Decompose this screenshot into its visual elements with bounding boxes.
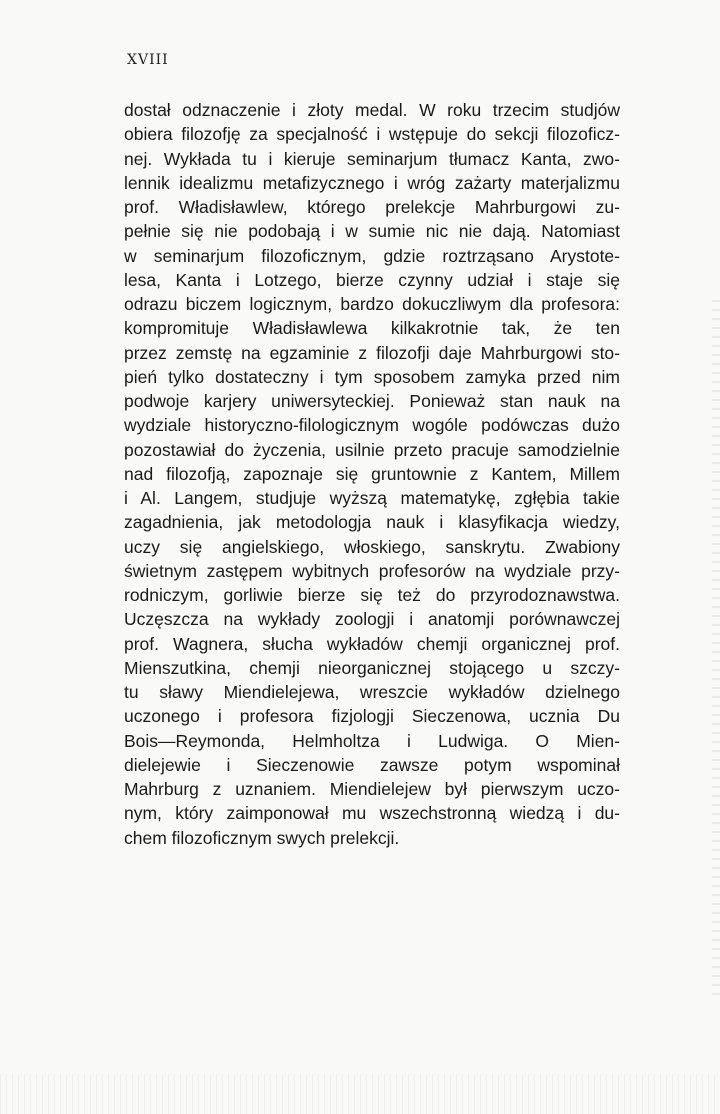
text-line: uczonego i profesora fizjologji Sieczenowa, ucznia Du xyxy=(124,706,620,727)
text-line: wydziale historyczno-filologicznym wogóle podówczas dużo xyxy=(124,415,620,436)
text-line: prof. Wagnera, słucha wykładów chemji organicznej prof. xyxy=(124,633,620,654)
page-number: XVIII xyxy=(127,52,169,68)
text-line: uczy się angielskiego, włoskiego, sanskrytu. Zwabiony xyxy=(124,536,620,557)
text-line: odrazu biczem logicznym, bardzo dokuczliwym dla profesora: xyxy=(124,294,620,314)
text-line: obiera filozofję za specjalność i wstępuje do sekcji filozoficz- xyxy=(124,124,620,145)
text-line: Bois—Reymonda, Helmholtza i Ludwiga. O Mien- xyxy=(124,730,620,751)
text-line: i Al. Langem, studjuje wyższą matematykę, zgłębia takie xyxy=(124,488,620,508)
text-line: rodniczym, gorliwie bierze się też do przyrodoznawstwa. xyxy=(124,585,620,605)
text-line: nej. Wykłada tu i kieruje seminarjum tłumacz Kanta, zwo- xyxy=(124,148,620,169)
text-line: dielejewie i Sieczenowie zawsze potym wspominał xyxy=(124,754,620,775)
text-line: tu sławy Miendielejewa, wreszcie wykładów dzielnego xyxy=(124,682,620,702)
text-line: zagadnienia, jak metodologja nauk i klasyfikacja wiedzy, xyxy=(124,512,620,533)
text-line: pełnie się nie podobają i w sumie nic nie dają. Natomiast xyxy=(124,221,620,242)
text-line: przez zemstę na egzaminie z filozofji daje Mahrburgowi sto- xyxy=(124,342,620,363)
text-line: nad filozofją, zapoznaje się gruntownie z Kantem, Millem xyxy=(124,463,620,484)
text-line: prof. Władisławlew, którego prelekcje Mahrburgowi zu- xyxy=(124,197,620,217)
text-line: Mienszutkina, chemji nieorganicznej stojącego u szczy- xyxy=(124,657,620,678)
text-line: Uczęszcza na wykłady zoologji i anatomji porównawczej xyxy=(124,609,620,630)
text-line: nym, który zaimponował mu wszechstronną wiedzą i du- xyxy=(124,803,620,824)
text-line: lennik idealizmu metafizycznego i wróg zażarty materjalizmu xyxy=(124,172,620,193)
text-line: podwoje karjery uniwersyteckiej. Ponieważ stan nauk na xyxy=(124,391,620,411)
text-line: chem filozoficznym swych prelekcji. xyxy=(124,827,400,848)
scan-edge-noise xyxy=(712,300,720,1000)
text-line: pozostawiał do życzenia, usilnie przeto pracuje samodzielnie xyxy=(124,439,620,460)
text-line: świetnym zastępem wybitnych profesorów na wydziale przy- xyxy=(124,560,620,581)
scan-bottom-noise xyxy=(0,1074,720,1114)
text-line: Mahrburg z uznaniem. Miendielejew był pierwszym uczo- xyxy=(124,779,620,799)
text-line: dostał odznaczenie i złoty medal. W roku trzecim studjów xyxy=(124,100,620,120)
body-text xyxy=(124,98,620,850)
text-line: pień tylko dostateczny i tym sposobem zamyka przed nim xyxy=(124,366,620,387)
text-line: w seminarjum filozoficznym, gdzie roztrząsano Arystote- xyxy=(124,245,620,266)
text-line: kompromituje Władisławlewa kilkakrotnie tak, że ten xyxy=(124,318,620,339)
text-line: lesa, Kanta i Lotzego, bierze czynny udział i staje się xyxy=(124,269,620,290)
